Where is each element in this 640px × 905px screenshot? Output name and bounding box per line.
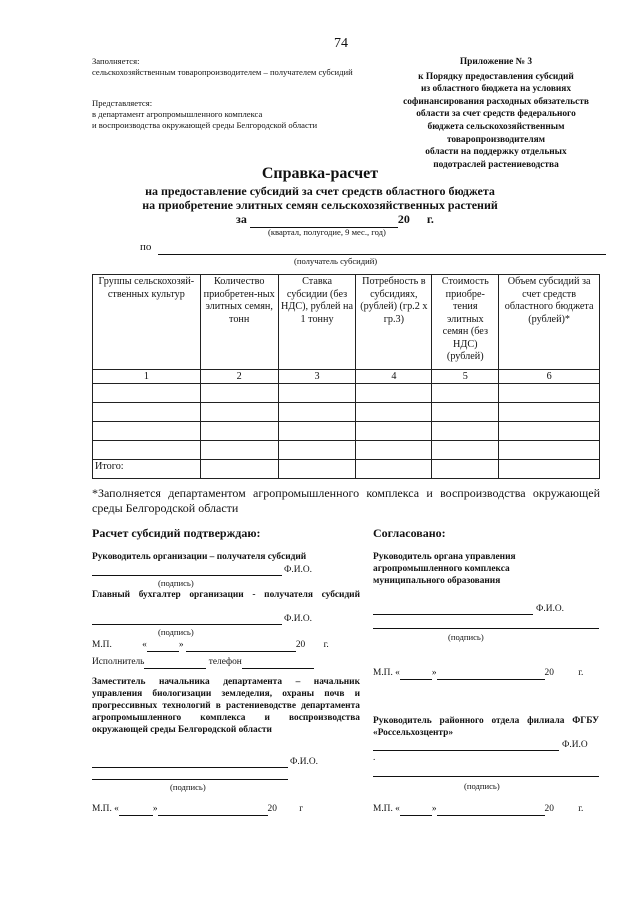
head-agri-signature-line[interactable]: [373, 614, 533, 615]
column-number: 2: [200, 370, 278, 384]
day-blank[interactable]: [147, 639, 179, 652]
period-year: 20: [397, 212, 410, 226]
branch-fio: Ф.И.О: [562, 740, 588, 750]
year-suffix: г.: [578, 804, 584, 814]
accountant-fio: Ф.И.О.: [284, 614, 312, 624]
submitted-to-label: Представляется:: [92, 98, 153, 108]
recipient-prefix: по: [140, 241, 152, 253]
mp-label: М.П. «: [373, 804, 400, 814]
head-org-sign-caption: (подпись): [158, 578, 194, 588]
table-cell[interactable]: [499, 403, 600, 422]
quote-open: «: [142, 640, 147, 650]
appendix-line: области на поддержку отдельных: [425, 147, 567, 158]
table-cell[interactable]: [356, 384, 432, 403]
branch-label: Руководитель районного отдела филиала ФГБУ «Россельхозцентр»: [373, 716, 599, 738]
quote-close: »: [431, 804, 437, 814]
recipient-blank[interactable]: [158, 254, 606, 255]
submitted-to-block: [92, 98, 372, 131]
table-header-cell: Ставка субсидии (без НДС), рублей на 1 тонну: [278, 275, 356, 370]
deputy-signature-line[interactable]: [92, 767, 288, 768]
appendix-line: подотраслей растениеводства: [433, 159, 559, 170]
footnote: *Заполняется департаментом агропромышленного комплекса и воспроизводства окружающей среды Белгородской области: [92, 486, 600, 515]
table-cell[interactable]: [499, 384, 600, 403]
deputy-fio: Ф.И.О.: [290, 757, 318, 767]
page-number: 74: [334, 36, 348, 51]
column-number: 3: [278, 370, 356, 384]
accountant-signature-line[interactable]: [92, 624, 282, 625]
filled-by-label: Заполняется:: [92, 56, 140, 66]
period-line: [236, 212, 434, 228]
period-prefix: за: [236, 212, 247, 226]
table-cell[interactable]: [93, 384, 201, 403]
head-agri-fio: Ф.И.О.: [536, 604, 564, 614]
mp-label: М.П.: [92, 640, 112, 650]
branch-dot: .: [373, 753, 376, 763]
left-heading: Расчет субсидий подтверждаю:: [92, 526, 261, 540]
column-number: 4: [356, 370, 432, 384]
mp-label: М.П. «: [373, 668, 400, 678]
accountant-label: Главный бухгалтер организации - получателя субсидий: [92, 590, 360, 600]
year-suffix: г.: [323, 640, 329, 650]
filled-by-text: сельскохозяйственным товаропроизводителем – получателем субсидий: [92, 67, 353, 77]
branch-signature-line[interactable]: [373, 750, 559, 751]
deputy-sign-caption: (подпись): [170, 782, 206, 792]
day-blank[interactable]: [400, 803, 432, 816]
table-cell[interactable]: [200, 403, 278, 422]
head-org-signature-line[interactable]: [92, 575, 282, 576]
document-title: Справка-расчет: [261, 165, 379, 182]
recipient-caption: (получатель субсидий): [294, 256, 378, 266]
table-cell[interactable]: [200, 460, 278, 479]
appendix-line: товаропроизводителям: [446, 134, 546, 145]
table-cell[interactable]: [499, 422, 600, 441]
period-suffix: г.: [426, 212, 434, 226]
appendix-line: к Порядку предоставления субсидий: [418, 71, 574, 82]
left-stamp-date-2: [92, 803, 303, 816]
table-cell[interactable]: [93, 441, 201, 460]
subtitle-line-2: на приобретение элитных семян сельскохозяйственных растений: [142, 198, 498, 212]
table-cell[interactable]: [356, 441, 432, 460]
period-caption: (квартал, полугодие, 9 мес., год): [268, 227, 386, 237]
column-number: 6: [499, 370, 600, 384]
subsidy-table: [92, 274, 600, 479]
deputy-label: Заместитель начальника департамента – начальник управления биологизации земледелия, охраны почв и прогрессивных технологий в растениеводстве департамента агропромышленного комплекса и воспроизводства окружающей среды Белгородской области: [92, 677, 360, 735]
table-header-cell: Стоимость приобре-тения элитных семян (без НДС) (рублей): [432, 275, 499, 370]
day-blank[interactable]: [400, 667, 432, 680]
appendix-block: [380, 56, 612, 171]
table-row: [93, 422, 600, 441]
table-header-row: [93, 275, 600, 370]
submitted-to-line2: и воспроизводства окружающей среды Белгородской области: [92, 120, 318, 130]
month-blank[interactable]: [437, 667, 545, 680]
table-header-cell: Количество приобретен-ных элитных семян, тонн: [200, 275, 278, 370]
phone-blank[interactable]: [242, 656, 314, 669]
year-prefix: 20: [267, 804, 277, 814]
left-stamp-date-1: [92, 639, 362, 652]
year-prefix: 20: [544, 804, 554, 814]
year-suffix: г.: [578, 668, 584, 678]
table-cell[interactable]: [278, 441, 356, 460]
table-cell[interactable]: [356, 422, 432, 441]
submitted-to-line1: в департамент агропромышленного комплекса: [92, 109, 263, 119]
table-cell[interactable]: [200, 422, 278, 441]
table-header-cell: Потребность в субсидиях, (рублей) (гр.2 х гр.3): [356, 275, 432, 370]
executor-line: [92, 656, 314, 669]
table-cell[interactable]: [432, 460, 499, 479]
month-blank[interactable]: [437, 803, 545, 816]
table-cell[interactable]: [356, 460, 432, 479]
table-cell[interactable]: [499, 441, 600, 460]
column-number: 1: [93, 370, 201, 384]
quote-close: »: [178, 640, 184, 650]
appendix-title: Приложение № 3: [459, 57, 533, 67]
table-cell[interactable]: [200, 441, 278, 460]
appendix-line: софинансирования расходных обязательств: [403, 96, 589, 107]
total-label: Итого:: [93, 460, 201, 479]
filled-by-block: [92, 56, 362, 78]
quote-close: »: [431, 668, 437, 678]
year-suffix: г: [299, 804, 304, 814]
table-cell[interactable]: [432, 441, 499, 460]
table-cell[interactable]: [432, 384, 499, 403]
table-cell[interactable]: [432, 422, 499, 441]
head-agri-sign-underline: [373, 628, 599, 629]
accountant-sign-caption: (подпись): [158, 627, 194, 637]
subtitle-line-1: на предоставление субсидий за счет средств областного бюджета: [145, 184, 495, 198]
period-blank[interactable]: [250, 212, 398, 228]
branch-sign-caption: (подпись): [464, 781, 500, 791]
table-cell[interactable]: [278, 403, 356, 422]
appendix-line: области за счет средств федерального: [416, 109, 576, 120]
table-cell[interactable]: [278, 460, 356, 479]
phone-label: телефон: [208, 657, 242, 667]
table-cell[interactable]: [93, 403, 201, 422]
executor-label: Исполнитель: [92, 657, 145, 667]
table-cell[interactable]: [356, 403, 432, 422]
day-blank[interactable]: [119, 803, 153, 816]
column-number: 5: [432, 370, 499, 384]
year-prefix: 20: [295, 640, 306, 650]
deputy-sign-underline: [92, 779, 288, 780]
table-cell[interactable]: [278, 384, 356, 403]
table-row: [93, 441, 600, 460]
head-agri-sign-caption: (подпись): [448, 632, 484, 642]
table-cell[interactable]: [432, 403, 499, 422]
table-header-cell: Объем субсидий за счет средств областного бюджета (рублей)*: [499, 275, 600, 370]
month-blank[interactable]: [186, 639, 296, 652]
head-org-label: Руководитель организации – получателя субсидий: [92, 552, 307, 562]
table-cell[interactable]: [93, 422, 201, 441]
right-heading: Согласовано:: [373, 526, 446, 540]
branch-sign-underline: [373, 776, 599, 777]
mp-label: М.П. «: [92, 804, 119, 814]
table-cell[interactable]: [200, 384, 278, 403]
head-org-fio: Ф.И.О.: [284, 565, 312, 575]
table-cell[interactable]: [278, 422, 356, 441]
appendix-line: бюджета сельскохозяйственным: [427, 121, 565, 132]
table-total-row: [93, 460, 600, 479]
quote-close: »: [152, 804, 158, 814]
right-stamp-date-1: [373, 667, 583, 680]
executor-blank[interactable]: [144, 656, 206, 669]
appendix-line: из областного бюджета на условиях: [420, 84, 572, 95]
table-row: [93, 384, 600, 403]
table-cell[interactable]: [499, 460, 600, 479]
year-prefix: 20: [544, 668, 554, 678]
head-agri-label: Руководитель органа управления агропромышленного комплекса муниципального образования: [373, 552, 516, 586]
table-header-cell: Группы сельскохозяй-ственных культур: [93, 275, 201, 370]
table-row: [93, 403, 600, 422]
right-stamp-date-2: [373, 803, 583, 816]
month-blank[interactable]: [158, 803, 268, 816]
table-column-numbers: [93, 370, 600, 384]
